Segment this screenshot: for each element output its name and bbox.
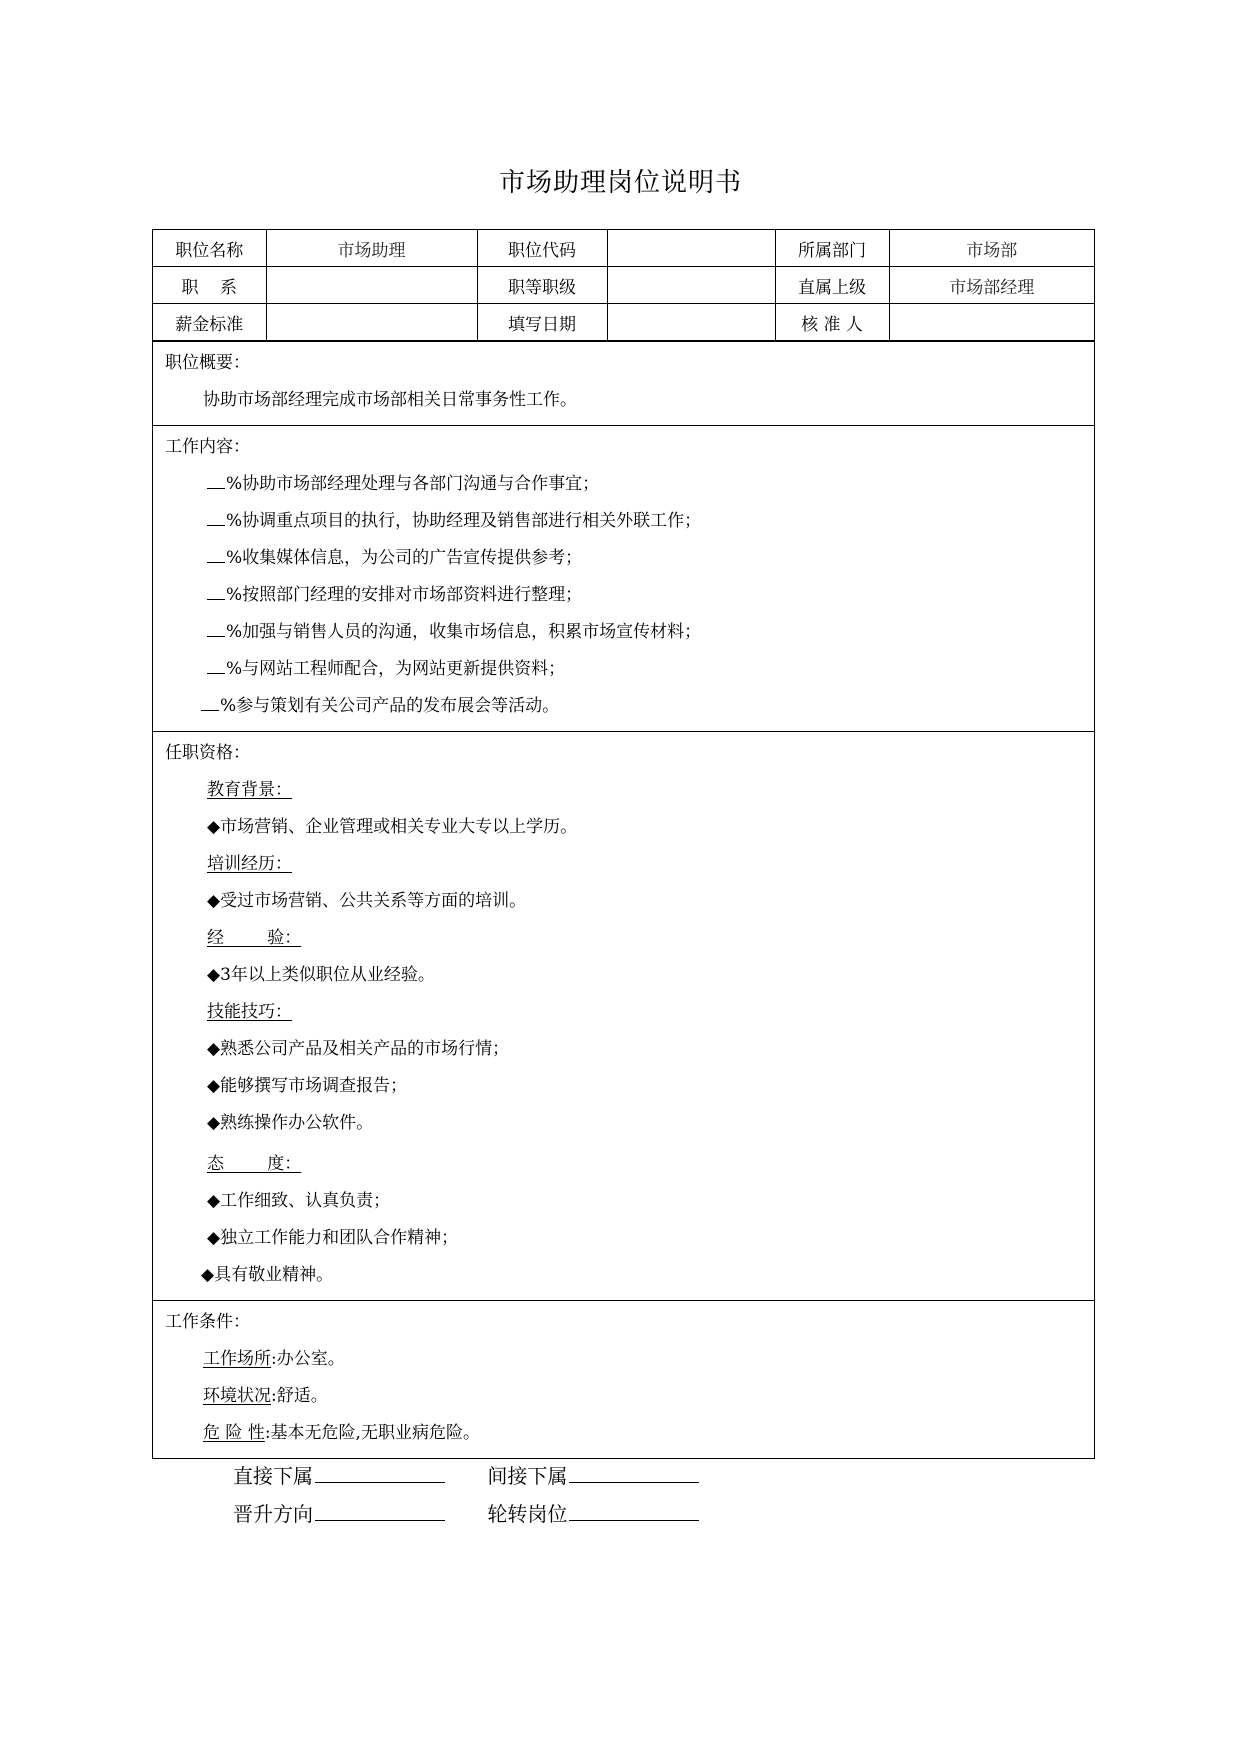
promotion-field: 晋升方向	[233, 1495, 481, 1533]
direct-subordinate-field: 直接下属	[233, 1457, 481, 1495]
conditions-section	[153, 1300, 1094, 1458]
skill-item: ◆熟练操作办公软件。	[207, 1113, 374, 1133]
work-place: 工作场所:办公室。	[203, 1349, 345, 1369]
direct-subordinate-blank	[315, 1460, 445, 1483]
attitude-item: ◆独立工作能力和团队合作精神；	[207, 1228, 459, 1248]
promotion-blank	[315, 1498, 445, 1521]
skills-label: 技能技巧：	[207, 1002, 292, 1022]
salary-value	[266, 304, 477, 341]
indirect-subordinate-blank	[569, 1460, 699, 1483]
header-row	[153, 304, 1094, 341]
duty-item: %协助市场部经理处理与各部门沟通与合作事宜；	[165, 466, 1082, 503]
qualifications-title: 任职资格：	[165, 743, 250, 763]
document-title: 市场助理岗位说明书	[498, 168, 742, 198]
header-row	[153, 230, 1094, 267]
training-label: 培训经历：	[207, 854, 292, 874]
experience-label: 经 验：	[207, 928, 302, 948]
attitude-label: 态 度：	[207, 1154, 302, 1174]
position-name-value: 市场助理	[266, 230, 477, 267]
summary-text: 协助市场部经理完成市场部相关日常事务性工作。	[203, 390, 577, 410]
grade-label: 职等职级	[477, 267, 607, 304]
footer-row	[233, 1457, 735, 1495]
indirect-subordinate-field: 间接下属	[487, 1457, 735, 1495]
footer-row	[233, 1495, 735, 1533]
conditions-title: 工作条件：	[165, 1312, 250, 1332]
duty-item: %与网站工程师配合，为网站更新提供资料；	[165, 651, 1082, 688]
skill-item: ◆熟悉公司产品及相关产品的市场行情；	[207, 1039, 510, 1059]
fill-date-value	[607, 304, 775, 341]
summary-section	[153, 341, 1094, 425]
position-code-value	[607, 230, 775, 267]
approver-value	[889, 304, 1094, 341]
grade-value	[607, 267, 775, 304]
approver-label: 核 准 人	[775, 304, 889, 341]
header-table	[153, 230, 1094, 341]
duties-title: 工作内容：	[165, 437, 250, 457]
training-item: ◆受过市场营销、公共关系等方面的培训。	[207, 891, 527, 911]
duty-item: %按照部门经理的安排对市场部资料进行整理；	[165, 577, 1082, 614]
experience-item: ◆3年以上类似职位从业经验。	[207, 965, 435, 985]
department-value: 市场部	[889, 230, 1094, 267]
attitude-item: ◆工作细致、认真负责；	[207, 1191, 391, 1211]
supervisor-value: 市场部经理	[889, 267, 1094, 304]
duty-item: %收集媒体信息，为公司的广告宣传提供参考；	[165, 540, 1082, 577]
attitude-item: ◆具有敬业精神。	[201, 1265, 334, 1285]
footer-fields	[233, 1457, 735, 1533]
job-description-form	[152, 229, 1095, 1459]
duty-item: %协调重点项目的执行，协助经理及销售部进行相关外联工作；	[165, 503, 1082, 540]
duties-section	[153, 425, 1094, 731]
summary-title: 职位概要：	[165, 353, 250, 373]
supervisor-label: 直属上级	[775, 267, 889, 304]
danger-level: 危 险 性:基本无危险,无职业病危险。	[203, 1423, 480, 1443]
rotation-field: 轮转岗位	[487, 1495, 735, 1533]
fill-date-label: 填写日期	[477, 304, 607, 341]
duty-item: %加强与销售人员的沟通，收集市场信息，积累市场宣传材料；	[165, 614, 1082, 651]
education-label: 教育背景：	[207, 780, 292, 800]
duty-item: %参与策划有关公司产品的发布展会等活动。	[165, 688, 1082, 725]
header-row	[153, 267, 1094, 304]
education-item: ◆市场营销、企业管理或相关专业大专以上学历。	[207, 817, 578, 837]
skill-item: ◆能够撰写市场调查报告；	[207, 1076, 408, 1096]
job-family-value	[266, 267, 477, 304]
qualifications-section	[153, 731, 1094, 1300]
salary-label: 薪金标准	[153, 304, 266, 341]
department-label: 所属部门	[775, 230, 889, 267]
job-family-label: 职 系	[153, 267, 266, 304]
position-code-label: 职位代码	[477, 230, 607, 267]
rotation-blank	[569, 1498, 699, 1521]
environment: 环境状况:舒适。	[203, 1386, 328, 1406]
position-name-label: 职位名称	[153, 230, 266, 267]
